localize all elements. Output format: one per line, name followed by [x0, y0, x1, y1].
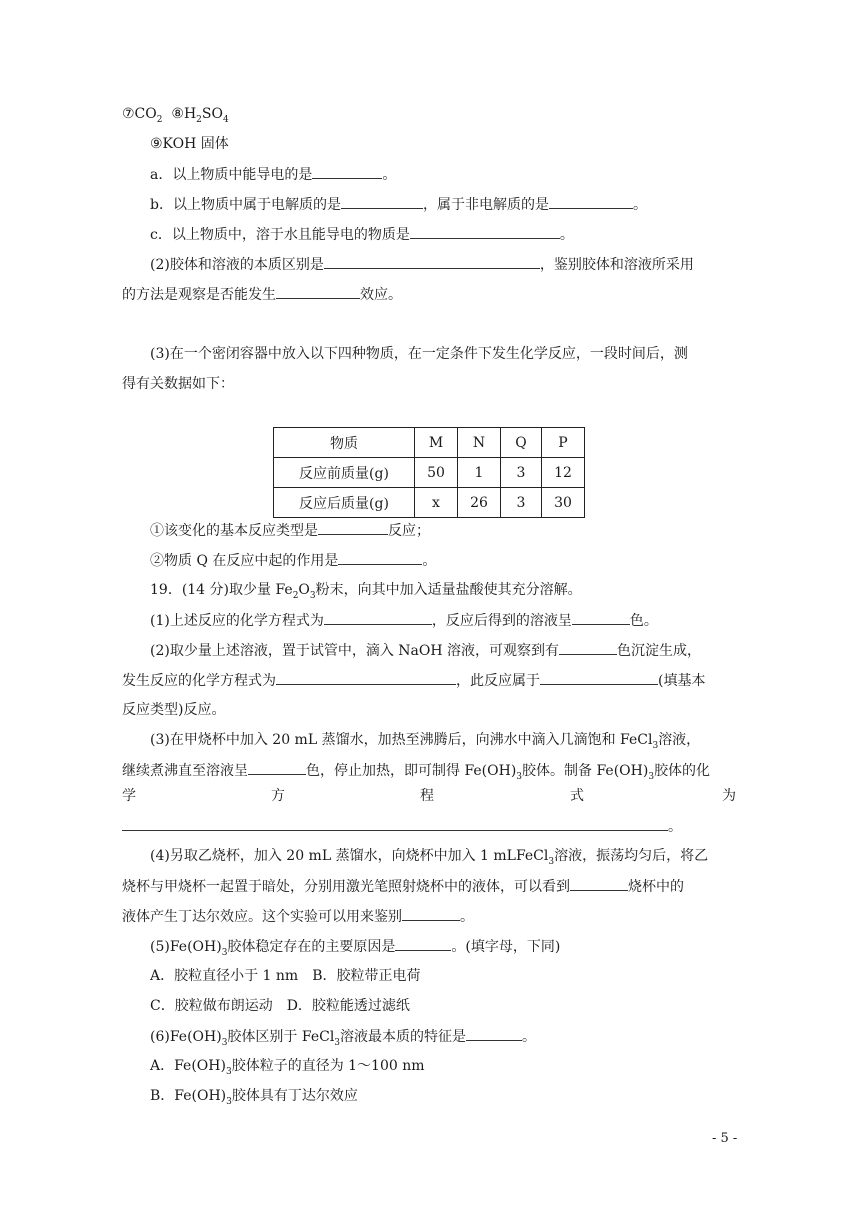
question-19-2-line2: 发生反应的化学方程式为 ，此反应属于 (填基本 [122, 670, 705, 691]
question-19-title: 19．(14 分)取少量 $Fe_2O_3$粉末，向其中加入适量盐酸使其充分溶解。 [150, 582, 582, 601]
mass-data-table [273, 427, 585, 518]
question-a: a．以上物质中能导电的是 。 [150, 164, 396, 185]
spread-char: 式 [570, 788, 584, 804]
question-2-line2: 的方法是观察是否能发生 效应。 [122, 284, 402, 305]
table-row: 反应后质量(g) x 26 3 30 [274, 488, 585, 518]
spread-char: 程 [420, 788, 434, 804]
question-b: b．以上物质中属于电解质的是 ，属于非电解质的是 。 [150, 194, 647, 215]
line-items-7-8: $⑦CO_2$ $⑧H_2SO_4$ [122, 106, 229, 125]
question-19-5: $(5)Fe(OH)_3$胶体稳定存在的主要原因是 。(填字母，下同) [150, 936, 560, 959]
table-row: 物质 M N Q P [274, 428, 585, 458]
question-c: c．以上物质中，溶于水且能导电的物质是 。 [150, 224, 574, 245]
table-row: 反应前质量(g) 50 1 3 12 [274, 458, 585, 488]
question-3-line1: (3)在一个密闭容器中放入以下四种物质，在一定条件下发生化学反应，一段时间后，测 [150, 346, 688, 362]
question-19-4-line3: 液体产生丁达尔效应。这个实验可以用来鉴别 。 [122, 906, 474, 927]
spread-char: 为 [722, 788, 736, 804]
line-item-9: ⑨KOH 固体 [150, 136, 229, 152]
question-3-sub1: ①该变化的基本反应类型是 反应； [150, 520, 430, 541]
question-19-4-line1: (4)另取乙烧杯，加入 20 mL 蒸馏水，向烧杯中加入 1 mLFeCl$_3$溶液，振荡均匀后，将乙 [150, 848, 709, 867]
spread-char: 学 [122, 788, 136, 804]
page-number: - 5 - [712, 1131, 738, 1146]
question-19-4-line2: 烧杯与甲烧杯一起置于暗处，分别用激光笔照射烧杯中的液体，可以看到 烧杯中的 [122, 876, 684, 897]
question-19-3-line2: 继续煮沸直至溶液呈 色，停止加热，即可制得 $Fe(OH)_3$胶体。制备 $Fe(OH)_3$胶体的化 [122, 760, 710, 783]
option-b: B．$Fe(OH)_3$胶体具有丁达尔效应 [150, 1088, 358, 1107]
question-3-line2: 得有关数据如下： [122, 376, 234, 392]
question-2-line1: (2)胶体和溶液的本质区别是 ，鉴别胶体和溶液所采用 [150, 254, 694, 275]
question-19-6: $(6)Fe(OH)_3$胶体区别于 FeCl$_3$溶液最本质的特征是 。 [150, 1026, 536, 1049]
question-19-1: (1)上述反应的化学方程式为 ，反应后得到的溶液呈 色。 [150, 610, 658, 631]
answer-blank-line: 。 [122, 816, 682, 837]
question-19-2-line3: 反应类型)反应。 [122, 702, 226, 718]
option-a: A．$Fe(OH)_3$胶体粒子的直径为 1～100 nm [150, 1058, 425, 1077]
option-line-ab: A．胶粒直径小于 1 nm B．胶粒带正电荷 [150, 968, 421, 984]
question-3-sub2: ②物质 Q 在反应中起的作用是 。 [150, 550, 436, 571]
option-line-cd: C．胶粒做布朗运动 D．胶粒能透过滤纸 [150, 998, 410, 1014]
question-19-3-line1: (3)在甲烧杯中加入 20 mL 蒸馏水，加热至沸腾后，向沸水中滴入几滴饱和 FeCl$_3$溶液， [150, 732, 701, 751]
question-19-2-line1: (2)取少量上述溶液，置于试管中，滴入 NaOH 溶液，可观察到有 色沉淀生成， [150, 640, 701, 661]
spread-char: 方 [271, 788, 285, 804]
